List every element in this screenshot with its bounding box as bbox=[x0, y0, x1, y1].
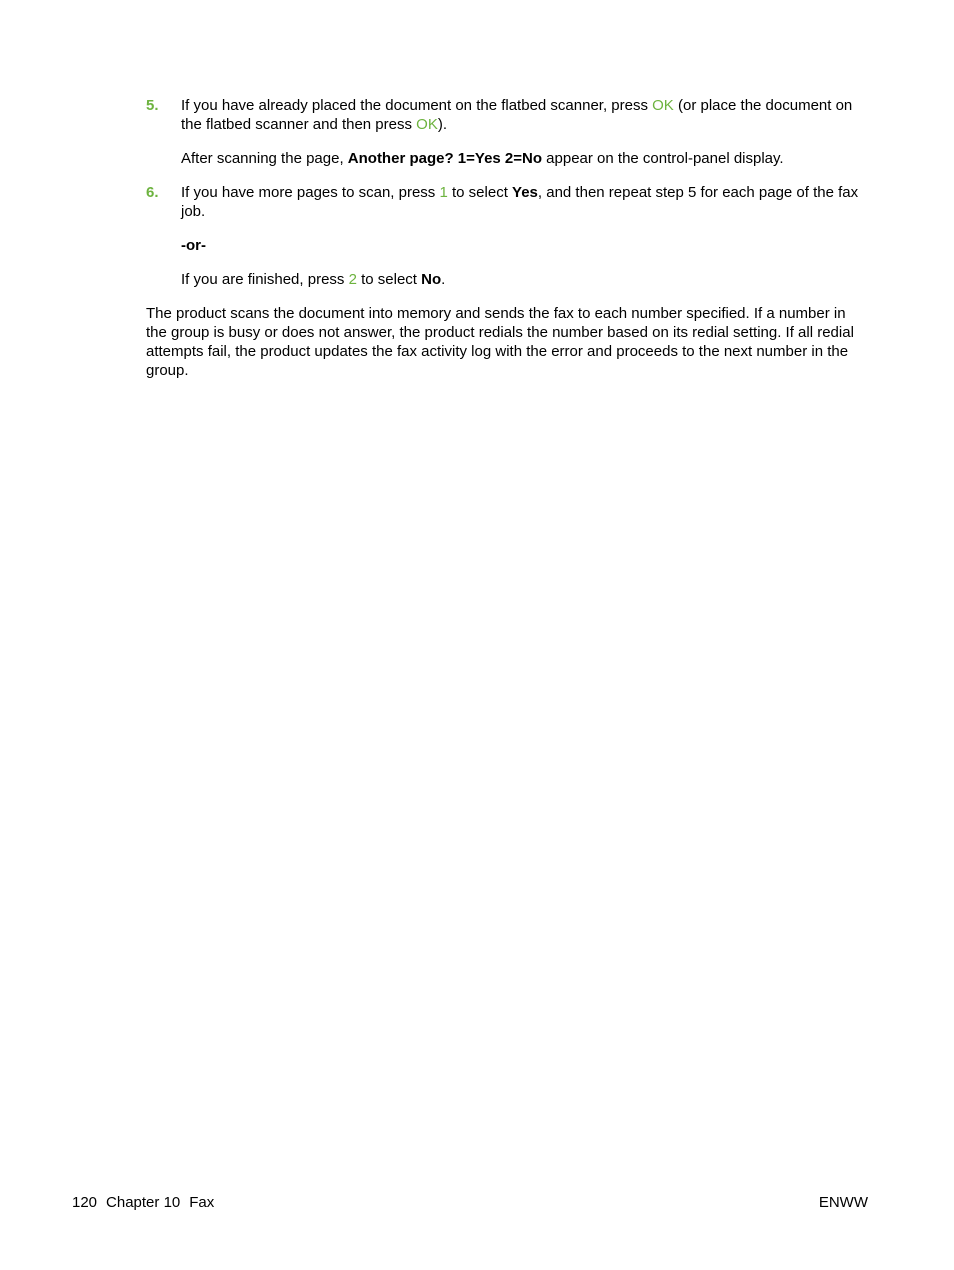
footer-left bbox=[72, 1193, 223, 1212]
step-5 bbox=[146, 96, 868, 168]
display-message: Another page? 1=Yes 2=No bbox=[347, 150, 543, 167]
step-number: 6. bbox=[146, 184, 159, 201]
step-text: If you have already placed the document on the flatbed scanner, press OK (or place the document on the flatbed scanner and then press OK). bbox=[181, 97, 853, 133]
body-paragraph: The product scans the document into memory and sends the fax to each number specified. If a number in the group is busy or does not answer, the product redials the number based on its redial setting. If all redial attempts fail, the product updates the fax activity log with the error and proceeds to the next number in the group. bbox=[146, 305, 854, 379]
ok-key: OK bbox=[416, 116, 438, 133]
ok-key: OK bbox=[652, 97, 674, 114]
page-footer bbox=[72, 1193, 868, 1212]
yes-option: Yes bbox=[512, 184, 538, 201]
step-note: After scanning the page, Another page? 1=Yes 2=No appear on the control-panel display. bbox=[181, 150, 784, 167]
or-separator: -or- bbox=[181, 237, 206, 254]
footer-right: ENWW bbox=[818, 1194, 868, 1211]
step-number: 5. bbox=[146, 97, 159, 114]
chapter-label: Chapter 10 bbox=[106, 1194, 181, 1211]
key-2: 2 bbox=[348, 271, 357, 288]
step-text: If you have more pages to scan, press 1 to select Yes, and then repeat step 5 for each page of the fax job. bbox=[181, 184, 859, 220]
key-1: 1 bbox=[439, 184, 448, 201]
step-alternative: If you are finished, press 2 to select No. bbox=[181, 271, 446, 288]
no-option: No bbox=[421, 271, 442, 288]
page-content bbox=[146, 96, 868, 380]
page-number: 120 bbox=[72, 1194, 98, 1211]
section-label: Fax bbox=[189, 1194, 215, 1211]
step-6 bbox=[146, 183, 868, 289]
